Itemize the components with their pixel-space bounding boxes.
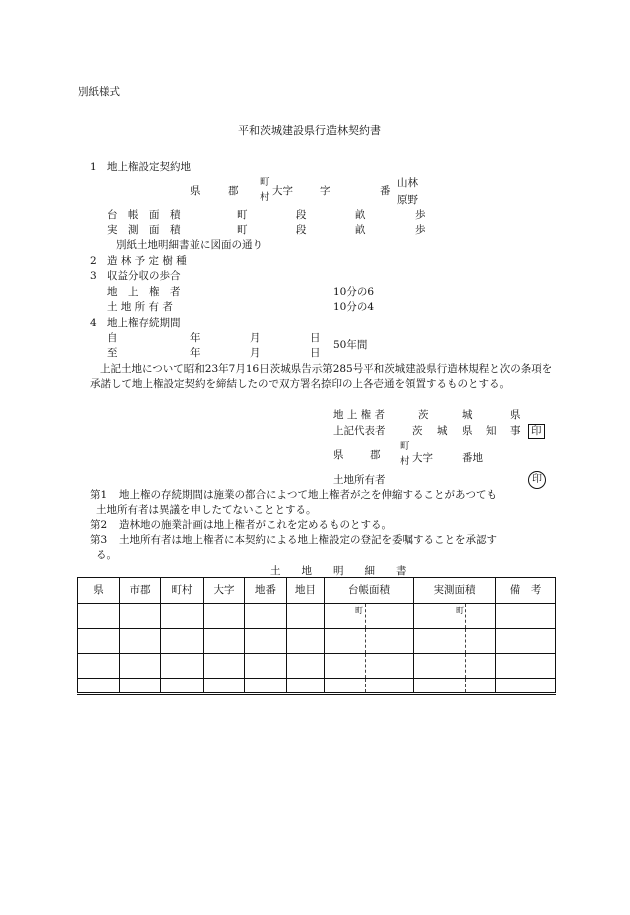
- section-4-heading: 地上権存続期間: [107, 317, 181, 329]
- sign-ken: 県: [333, 449, 344, 461]
- sign-rep-1: 茨: [412, 425, 423, 437]
- jissoku-bu: 歩: [415, 224, 426, 236]
- table-row: [78, 604, 556, 629]
- daichou-cell: [325, 679, 414, 694]
- land-detail-table: [77, 577, 556, 695]
- section-3-heading: 収益分収の歩合: [107, 270, 181, 282]
- period-from-hi: 日: [310, 332, 321, 344]
- dash-divider: [365, 604, 366, 628]
- table-cell: [161, 679, 204, 694]
- jissoku-unit: 町: [456, 606, 464, 615]
- table-cell: [245, 679, 287, 694]
- article-1-number: 第1: [90, 489, 108, 501]
- period-to-tsuki: 月: [250, 347, 261, 359]
- table-cell: [245, 629, 287, 654]
- jissoku-label: 実 測 面 積: [107, 224, 181, 236]
- article-3-text: 土地所有者は地上権者に本契約による地上権設定の登記を委嘱することを承認す: [119, 534, 497, 546]
- col-header-daichou: 台帳面積: [325, 578, 414, 604]
- table-cell: [245, 604, 287, 629]
- table-cell: [120, 629, 161, 654]
- body-paragraph: 上記土地について昭和23年7月16日茨城県告示第285号平和茨城建設県行造林規程と次の条項を承諾して地上権設定契約を締結したので双方署名捺印の上各壱通を領置するものとする。: [90, 363, 553, 390]
- table-header-row: [78, 578, 556, 604]
- sign-holder-ibaraki-3: 県: [510, 409, 521, 421]
- daichou-cho: 町: [237, 209, 248, 221]
- section-1-heading: 地上権設定契約地: [107, 161, 191, 173]
- dash-divider: [465, 654, 466, 678]
- dash-divider: [365, 679, 366, 692]
- owner-label: 土 地 所 有 者: [107, 301, 173, 313]
- dash-divider: [465, 604, 466, 628]
- daichou-bu: 歩: [415, 209, 426, 221]
- sign-rep-label: 上記代表者: [333, 425, 386, 437]
- table-cell: [78, 604, 120, 629]
- daichou-dan: 段: [296, 209, 307, 221]
- period-from-nen: 年: [190, 332, 201, 344]
- jissoku-cell: [414, 679, 496, 694]
- table-row: [78, 654, 556, 679]
- table-cell: [204, 654, 245, 679]
- addr-aza: 字: [320, 185, 331, 197]
- sign-banchi: 番地: [462, 452, 483, 464]
- table-cell: [78, 629, 120, 654]
- dash-divider: [365, 654, 366, 678]
- table-cell: [496, 604, 556, 629]
- holder-label: 地 上 権 者: [107, 286, 181, 298]
- table-cell: [161, 654, 204, 679]
- jissoku-se: 畝: [355, 224, 366, 236]
- table-cell: [120, 654, 161, 679]
- personal-seal-circle: 印: [528, 471, 546, 489]
- holder-ratio: 10分の6: [333, 286, 375, 298]
- addr-gun: 郡: [228, 185, 239, 197]
- addr-oaza: 大字: [272, 185, 293, 197]
- sign-rep-4: 知: [486, 425, 497, 437]
- daichou-se: 畝: [355, 209, 366, 221]
- period-from: 自: [107, 332, 118, 344]
- sign-rep-3: 県: [462, 425, 473, 437]
- section-1-number: 1: [90, 161, 97, 173]
- sign-holder-ibaraki-1: 茨: [418, 409, 429, 421]
- official-seal-square: 印: [528, 424, 545, 439]
- table-cell: [287, 679, 325, 694]
- owner-ratio: 10分の4: [333, 301, 375, 313]
- table-cell: [161, 629, 204, 654]
- daichou-cell: [325, 654, 414, 679]
- period-to-nen: 年: [190, 347, 201, 359]
- article-1-continued: 土地所有者は異議を申したてないこととする。: [96, 504, 317, 516]
- sign-gun: 郡: [370, 449, 381, 461]
- section-1-note: 別紙土地明細書並に図面の通り: [116, 239, 263, 251]
- period-from-tsuki: 月: [250, 332, 261, 344]
- sign-owner-label: 土地所有者: [333, 474, 386, 486]
- daichou-cell: [325, 629, 414, 654]
- addr-ban: 番: [380, 185, 391, 197]
- table-cell: [204, 629, 245, 654]
- table-row: [78, 629, 556, 654]
- sign-rep-2: 城: [437, 425, 448, 437]
- table-title: 土 地 明 細 書: [270, 565, 407, 577]
- period-to-hi: 日: [310, 347, 321, 359]
- sign-mura: 村: [400, 456, 410, 467]
- table-cell: [245, 654, 287, 679]
- addr-mura: 村: [260, 192, 270, 203]
- col-header-oaza: 大字: [204, 578, 245, 604]
- sign-holder-label: 地 上 権 者: [333, 409, 386, 421]
- form-label: 別紙様式: [78, 86, 120, 98]
- table-cell: [204, 679, 245, 694]
- sign-holder-ibaraki-2: 城: [462, 409, 473, 421]
- table-cell: [496, 629, 556, 654]
- period-to: 至: [107, 347, 118, 359]
- table-cell: [287, 629, 325, 654]
- table-cell: [287, 604, 325, 629]
- article-1-text: 地上権の存続期間は施業の都合によつて地上権者が之を伸縮することがあつても: [119, 489, 497, 501]
- article-3-continued: る。: [96, 549, 117, 561]
- dash-divider: [465, 629, 466, 653]
- table-row: [78, 679, 556, 694]
- jissoku-cell: [414, 629, 496, 654]
- table-cell: [287, 654, 325, 679]
- addr-genya: 原野: [397, 194, 418, 206]
- table-cell: [204, 604, 245, 629]
- section-2-heading: 造 林 予 定 樹 種: [107, 255, 187, 267]
- addr-cho: 町: [260, 177, 270, 188]
- period-years: 50年間: [333, 339, 368, 351]
- section-4-number: 4: [90, 317, 97, 329]
- article-3-number: 第3: [90, 534, 108, 546]
- dash-divider: [465, 679, 466, 692]
- dash-divider: [365, 629, 366, 653]
- jissoku-cho: 町: [237, 224, 248, 236]
- col-header-chiban: 地番: [245, 578, 287, 604]
- table-cell: [78, 679, 120, 694]
- sign-oaza: 大字: [412, 452, 433, 464]
- col-header-jissoku: 実測面積: [414, 578, 496, 604]
- document-title: 平和茨城建設県行造林契約書: [238, 124, 381, 137]
- col-header-chouson: 町村: [161, 578, 204, 604]
- daichou-cell: [325, 604, 414, 629]
- section-3-number: 3: [90, 270, 97, 282]
- section-2-number: 2: [90, 255, 97, 267]
- daichou-unit: 町: [355, 606, 363, 615]
- jissoku-cell: [414, 654, 496, 679]
- article-2-number: 第2: [90, 519, 108, 531]
- table-cell: [78, 654, 120, 679]
- table-cell: [496, 679, 556, 694]
- table-cell: [496, 654, 556, 679]
- addr-ken: 県: [190, 185, 201, 197]
- col-header-shigun: 市郡: [120, 578, 161, 604]
- article-2-text: 造林地の施業計画は地上権者がこれを定めるものとする。: [119, 519, 392, 531]
- col-header-biko: 備 考: [496, 578, 556, 604]
- daichou-label: 台 帳 面 積: [107, 209, 181, 221]
- table-cell: [120, 679, 161, 694]
- col-header-ken: 県: [78, 578, 120, 604]
- table-cell: [161, 604, 204, 629]
- jissoku-cell: [414, 604, 496, 629]
- addr-sanrin: 山林: [397, 177, 418, 189]
- table-cell: [120, 604, 161, 629]
- col-header-chimoku: 地目: [287, 578, 325, 604]
- sign-cho: 町: [400, 441, 410, 452]
- jissoku-dan: 段: [296, 224, 307, 236]
- sign-rep-5: 事: [510, 425, 521, 437]
